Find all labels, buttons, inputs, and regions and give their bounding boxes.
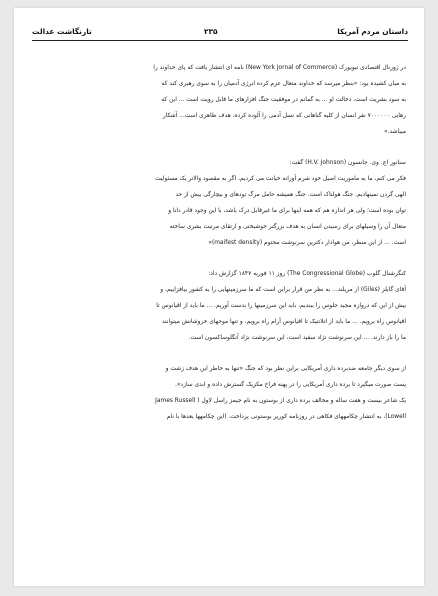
text-line: رهایی ۷۰۰۰۰۰۰ نفر انسان از کلیه گناهانی که نسل آدمی را آلوده کرده، هدف ظاهری است... آشکار <box>162 113 406 119</box>
quote-intro: کنگرشنال گلوب (The Congressional Globe) روز ۱۱ فوریه ۱۸۴۷ گزارش داد: <box>208 271 406 277</box>
text-line: متعال آن را وسیلهای برای رسیدن انسان به هدف بزرگتر خوشبختی و ارتقای مرتبت بشری ساخته <box>169 224 406 230</box>
text-line: الهی گردن نمینهادیم. جنگ هولناک است. جنگ همیشه حامل مرگ تودهای و بیچارگی بیش از حد <box>175 192 406 198</box>
text-line: Lowell)، به انتشار چکامههای فکاهی در روزنامه کوریر بوستونی پرداخت. (این چکامهها بعدها با نام <box>166 414 406 420</box>
text-line: بیش از این که دروازه مجید جلوس را ببندیم، باید این سرزمینها را بدست آوریم. ... ما باید از اقیانوس تا <box>156 303 406 309</box>
chapter-title: تارنگاشت عدالت <box>32 27 92 36</box>
text-line: ما را باز دارند. ... این سرنوشت نژاد سفید است، این سرنوشت نژاد آنگلوساکسون است. <box>188 335 406 341</box>
document-page <box>14 8 424 586</box>
text-line: فکر می کنم، ما به ماموریت اصیل خود شرم آورانه خیانت می کردیم، اگر به مقصود والاتر یک مسئولیت <box>155 176 406 182</box>
text-line: در ژورنال اقتصادی نیویورک (New York Jornal of Commerce) نامه ای انتشار یافت که پای خداوند را <box>153 65 406 71</box>
text-line: آقای گایلز (Giles) از مریلند... به نظر من قرار براین است که ما سرزمینهایی را به کشور بیافزاییم، و <box>160 287 406 293</box>
page-number: ۲۳۵ <box>204 27 218 36</box>
text-line: پست صورت میگیرد تا برده داری آمریکایی را در پهنه فراخ مکزیک گسترش داده و ابدی سازد». <box>175 382 406 388</box>
page-body <box>34 60 406 425</box>
text-line: میباشد.» <box>383 129 406 135</box>
page-header <box>32 26 408 38</box>
text-line: از سوی دیگر جامعه ضدبرده داری آمریکایی براین نظر بود که جنگ «تنها به خاطر این هدف زشت و <box>165 366 406 372</box>
paragraph-antislavery <box>34 361 406 425</box>
paragraph-johnson-quote <box>34 155 406 251</box>
book-title: داستان مردم آمریکا <box>337 27 408 36</box>
text-line: اقیانوس راه برویم. ... ما باید از اتلانتیک تا اقیانوس آرام راه برویم، و تنها موجهای خروشانش میتوانند <box>161 319 406 325</box>
text-line: توان بوده است؛ ولی هر اندازه هم که همه اینها برای ما غیرقابل درک باشد، با این وجود قادر دانا و <box>168 208 406 214</box>
header-rule <box>32 40 408 41</box>
text-line: به سود بشریت است. دخالت او ... به گمانم در موفقیت جنگ افزارهای ما قابل رویت است ... این که <box>161 97 406 103</box>
text-line: به میان کشیده بود: «بنظر میرسد که خداوند متعال عزم کرده انرژی آدمیان را به سوی رهبری کند که <box>161 81 406 87</box>
quote-intro: سناتور اچ. وی. جانسون (H.V. Johnson) گفت: <box>289 160 406 166</box>
text-line: است. ... از این منظر، من هوادار دکترین سرنوشت محتوم (maifest density)» <box>208 240 406 246</box>
paragraph-journal-quote <box>34 60 406 140</box>
paragraph-globe-quote <box>34 266 406 346</box>
text-line: یک شاعر بیست و هفت ساله و مخالف برده داری از بوستون به نام جیمز راسل لاول ( James Russell <box>155 398 406 404</box>
